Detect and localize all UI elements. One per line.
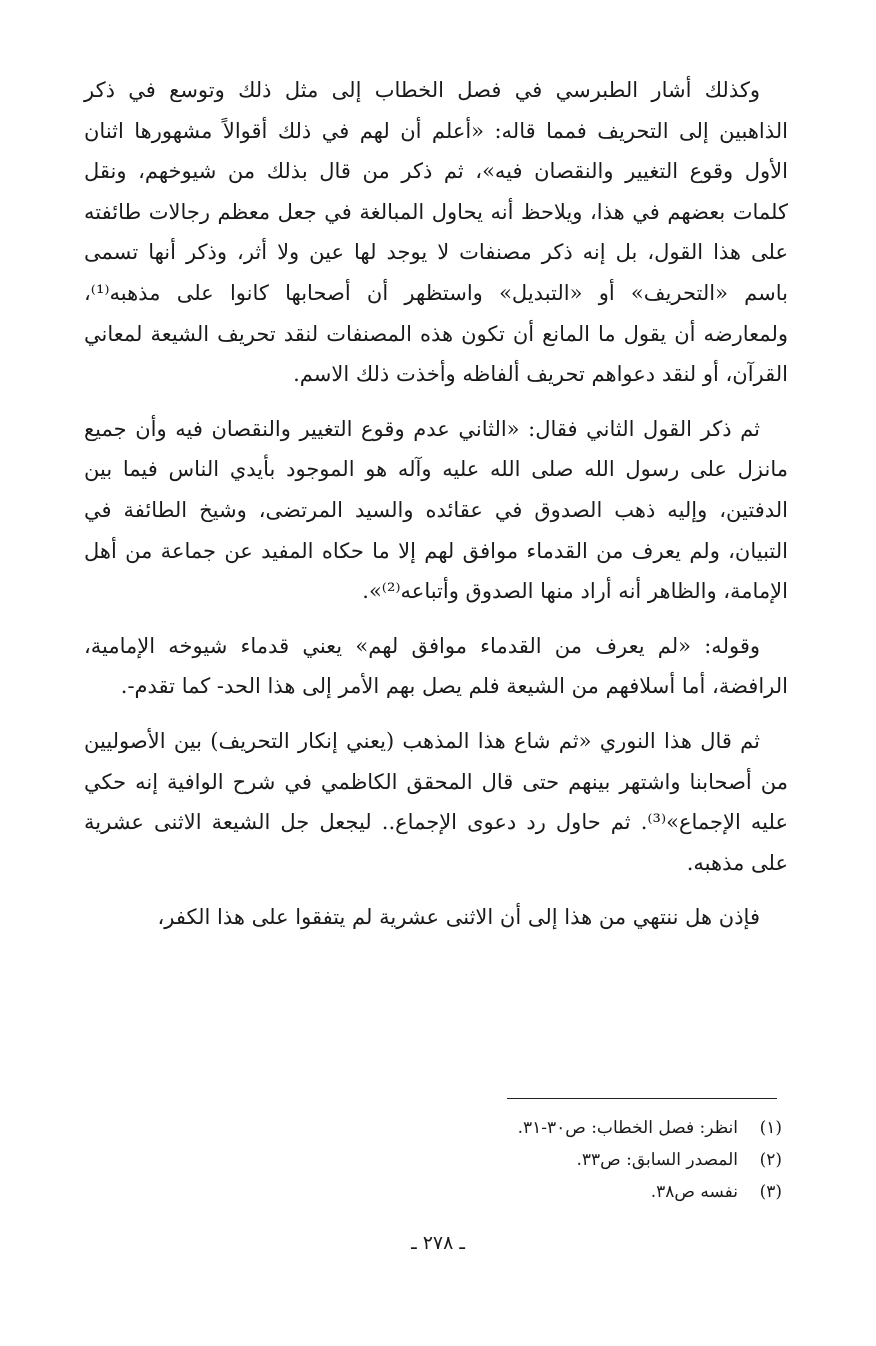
paragraph-nuri: ثم قال هذا النوري «ثم شاع هذا المذهب (يعني إنكار التحريف) بين الأصوليين من أصحابنا واشتهر بينهم حتى قال المحقق الكاظمي في شرح الوافية إنه حكي عليه الإجماع»⁽³⁾. ثم حاول رد دعوى الإجماع.. ليجعل جل الشيعة الاثنى عشرية على مذهبه.: [84, 728, 789, 875]
paragraph-second-opinion: ثم ذكر القول الثاني فقال: «الثاني عدم وقوع التغيير والنقصان فيه وأن جميع مانزل على رسول الله صلى الله عليه وآله هو الموجود بأيدي الناس فيما بين الدفتين، وإليه ذهب الصدوق في عقائده والسيد المرتضى، وشيخ الطائفة في التبيان، ولم يعرف من القدماء موافق لهم إلا ما حكاه المفيد عن جماعة من أهل الإمامة، والظاهر أنه أراد منها الصدوق وأتباعه⁽²⁾».: [84, 416, 788, 604]
footnote-text: المصدر السابق: ص٣٣.: [576, 1150, 738, 1170]
footnote-2: [84, 1144, 782, 1176]
footnotes: [84, 1112, 782, 1208]
footnote-3: [84, 1176, 782, 1208]
footnote-number: (٢): [759, 1150, 782, 1170]
footnote-text: نفسه ص٣٨.: [650, 1182, 738, 1202]
footnote-divider: [507, 1098, 777, 1099]
paragraph-conclusion: فإذن هل ننتهي من هذا إلى أن الاثنى عشرية لم يتفقوا على هذا الكفر،: [157, 905, 760, 930]
footnote-1: [84, 1112, 782, 1144]
footnote-number: (٣): [759, 1182, 782, 1202]
paragraph-tabarsi: وكذلك أشار الطبرسي في فصل الخطاب إلى مثل ذلك وتوسع في ذكر الذاهبين إلى التحريف فمما قاله: «أعلم أن لهم في ذلك أقوالاً مشهورها اثنان الأول وقوع التغيير والنقصان فيه»، ثم ذكر من قال بذلك من شيوخهم، ونقل كلمات بعضهم في هذا، ويلاحظ أنه يحاول المبالغة في جعل معظم رجالات طائفته على هذا القول، بل إنه ذكر مصنفات لا يوجد لها عين ولا أثر، وذكر أنها تسمى باسم «التحريف» أو «التبديل» واستظهر أن أصحابها كانوا على مذهبه⁽¹⁾، ولمعارضه أن يقول ما المانع أن تكون هذه المصنفات لنقد تحريف الشيعة لمعاني القرآن، أو لنقد دعواهم تحريف ألفاظه وأخذت ذلك الاسم.: [84, 78, 788, 387]
body-text: [84, 70, 788, 952]
paragraph-his-saying: وقوله: «لم يعرف من القدماء موافق لهم» يعني قدماء شيوخه الإمامية، الرافضة، أما أسلافهم من الشيعة فلم يصل بهم الأمر إلى هذا الحد- كما تقدم-.: [84, 633, 788, 699]
footnote-number: (١): [759, 1118, 782, 1138]
page-number: ـ ٢٧٨ ـ: [411, 1232, 465, 1254]
footnote-text: انظر: فصل الخطاب: ص٣٠-٣١.: [517, 1118, 738, 1138]
